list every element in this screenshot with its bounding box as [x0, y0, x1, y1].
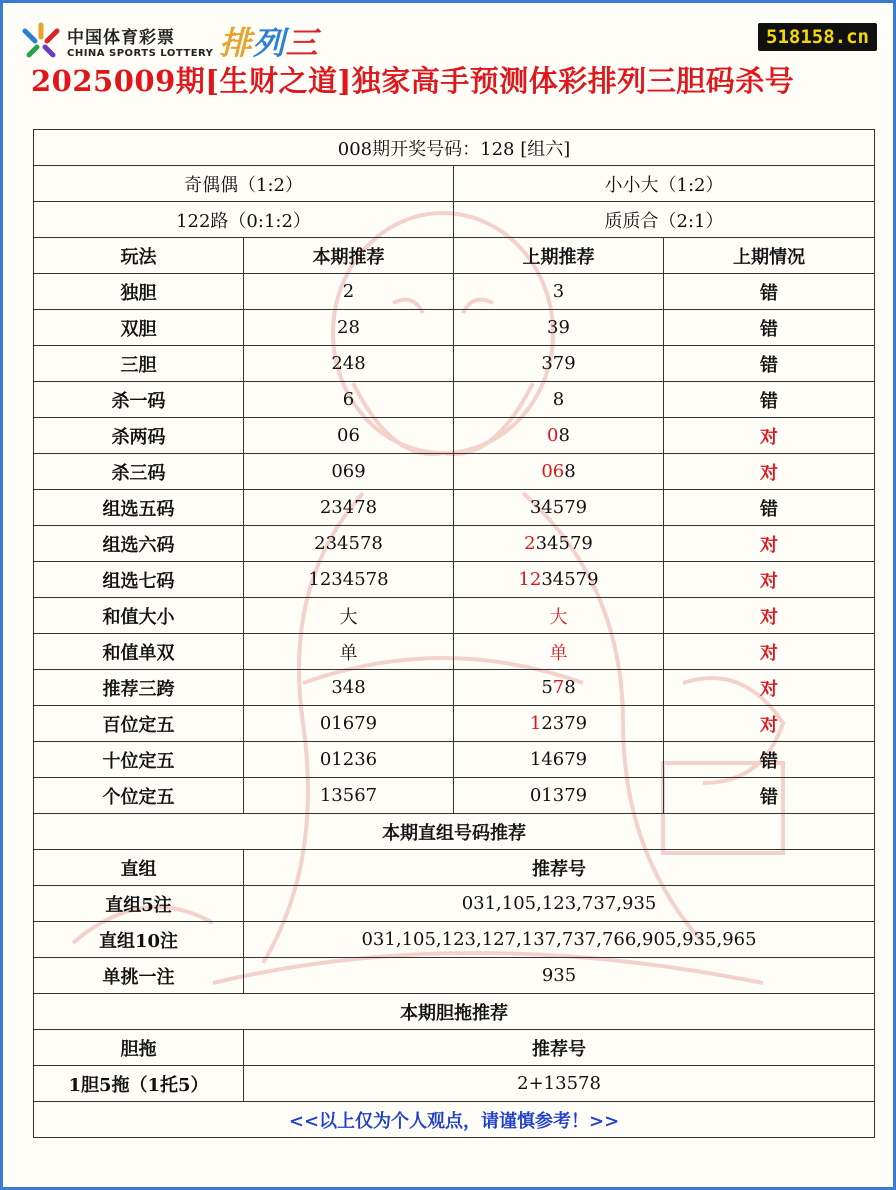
- current-pick: 2: [244, 274, 454, 310]
- direct-header-row: [34, 850, 875, 886]
- previous-pick: [454, 490, 664, 526]
- prev-hit-digits: 1: [529, 713, 542, 734]
- previous-status: 错: [664, 310, 875, 346]
- play-name: 和值单双: [34, 634, 244, 670]
- play-name: 杀三码: [34, 454, 244, 490]
- previous-pick: [454, 562, 664, 598]
- previous-status: 对: [664, 454, 875, 490]
- previous-pick: [454, 706, 664, 742]
- previous-pick: [454, 526, 664, 562]
- prediction-row: [34, 382, 875, 418]
- play-name: 组选七码: [34, 562, 244, 598]
- summary-row-2: [34, 202, 875, 238]
- dantuo-section-row: [34, 994, 875, 1030]
- previous-pick: [454, 778, 664, 814]
- prev-digit: 8: [564, 677, 576, 698]
- dantuo-col-label: 胆拖: [34, 1030, 244, 1066]
- prediction-row: [34, 346, 875, 382]
- summary-row-1: [34, 166, 875, 202]
- current-pick: 28: [244, 310, 454, 346]
- prediction-row: [34, 742, 875, 778]
- route-pattern: 122路（0:1:2）: [34, 202, 454, 238]
- play-name: 十位定五: [34, 742, 244, 778]
- current-pick: 01236: [244, 742, 454, 778]
- direct-row-value: 935: [244, 958, 875, 994]
- footer-note: <<以上仅为个人观点，请谨慎参考！>>: [34, 1102, 875, 1138]
- play-name: 杀一码: [34, 382, 244, 418]
- prev-hit-digits: 2: [524, 533, 536, 554]
- dantuo-row-label: 1胆5拖（1托5）: [34, 1066, 244, 1102]
- prediction-row: [34, 598, 875, 634]
- prev-digit: 5: [541, 677, 553, 698]
- current-pick: 6: [244, 382, 454, 418]
- prev-rest-digits: 8: [558, 425, 570, 446]
- prediction-row: [34, 310, 875, 346]
- direct-row: [34, 886, 875, 922]
- previous-pick: [454, 346, 664, 382]
- current-pick: 348: [244, 670, 454, 706]
- dantuo-col-value: 推荐号: [244, 1030, 875, 1066]
- prev-rest-digits: 2379: [541, 713, 588, 734]
- direct-col-value: 推荐号: [244, 850, 875, 886]
- previous-pick: [454, 382, 664, 418]
- logo-en-text: CHINA SPORTS LOTTERY: [67, 48, 214, 59]
- previous-status: 对: [664, 634, 875, 670]
- prediction-row: [34, 418, 875, 454]
- logo-cn-text: 中国体育彩票: [67, 28, 175, 48]
- current-pick: 23478: [244, 490, 454, 526]
- dantuo-row: [34, 1066, 875, 1102]
- previous-status: 错: [664, 346, 875, 382]
- prev-hit-digits: 0: [547, 425, 559, 446]
- direct-row: [34, 922, 875, 958]
- previous-pick: [454, 454, 664, 490]
- prev-rest-digits: 01379: [529, 785, 588, 806]
- play-name: 推荐三跨: [34, 670, 244, 706]
- dantuo-header-row: [34, 1030, 875, 1066]
- play-name: 组选六码: [34, 526, 244, 562]
- previous-pick: [454, 634, 664, 670]
- prediction-row: [34, 490, 875, 526]
- prediction-table: [33, 129, 875, 1138]
- col-header-current: 本期推荐: [244, 238, 454, 274]
- draw-result: 008期开奖号码：128 [组六]: [34, 130, 875, 166]
- prev-hit-digits: 单: [549, 642, 568, 664]
- previous-status: 错: [664, 490, 875, 526]
- direct-row-value: 031,105,123,737,935: [244, 886, 875, 922]
- draw-result-row: [34, 130, 875, 166]
- previous-pick: [454, 418, 664, 454]
- previous-pick: [454, 598, 664, 634]
- play-name: 和值大小: [34, 598, 244, 634]
- current-pick: 大: [244, 598, 454, 634]
- column-header-row: [34, 238, 875, 274]
- prev-rest-digits: 379: [541, 353, 576, 374]
- lottery-logo-icon: [21, 21, 61, 61]
- prediction-row: [34, 670, 875, 706]
- dantuo-section-title: 本期胆拖推荐: [34, 994, 875, 1030]
- col-header-play: 玩法: [34, 238, 244, 274]
- prev-rest-digits: 34579: [535, 533, 593, 554]
- prev-rest-digits: 14679: [529, 749, 588, 770]
- previous-status: 错: [664, 382, 875, 418]
- lottery-logo[interactable]: [21, 19, 318, 63]
- direct-row-label: 直组10注: [34, 922, 244, 958]
- prev-rest-digits: 8: [552, 389, 565, 410]
- prev-hit-digits: 06: [541, 461, 565, 482]
- current-pick: 13567: [244, 778, 454, 814]
- prediction-row: [34, 634, 875, 670]
- direct-row-label: 直组5注: [34, 886, 244, 922]
- current-pick: 069: [244, 454, 454, 490]
- direct-row-value: 031,105,123,127,137,737,766,905,935,965: [244, 922, 875, 958]
- direct-section-title: 本期直组号码推荐: [34, 814, 875, 850]
- prev-rest-digits: 8: [564, 461, 576, 482]
- header: [3, 3, 893, 103]
- prev-rest-digits: 39: [547, 317, 570, 338]
- current-pick: 248: [244, 346, 454, 382]
- col-header-status: 上期情况: [664, 238, 875, 274]
- previous-status: 错: [664, 778, 875, 814]
- odd-even: 奇偶偶（1:2）: [34, 166, 454, 202]
- play-name: 独胆: [34, 274, 244, 310]
- prediction-rows: [34, 274, 875, 814]
- direct-row-label: 单挑一注: [34, 958, 244, 994]
- play-name: 双胆: [34, 310, 244, 346]
- prev-hit-digits: 12: [518, 569, 542, 590]
- play-name: 三胆: [34, 346, 244, 382]
- direct-col-label: 直组: [34, 850, 244, 886]
- prediction-row: [34, 562, 875, 598]
- prev-rest-digits: 3: [552, 281, 565, 302]
- play-name: 个位定五: [34, 778, 244, 814]
- size-pattern: 小小大（1:2）: [454, 166, 875, 202]
- previous-status: 对: [664, 670, 875, 706]
- prev-hit-digits: 大: [549, 606, 568, 628]
- previous-pick: [454, 670, 664, 706]
- play-name: 百位定五: [34, 706, 244, 742]
- current-pick: 234578: [244, 526, 454, 562]
- prediction-row: [34, 274, 875, 310]
- previous-status: 对: [664, 418, 875, 454]
- current-pick: 01679: [244, 706, 454, 742]
- footer-row: [34, 1102, 875, 1138]
- previous-pick: [454, 274, 664, 310]
- prediction-row: [34, 526, 875, 562]
- previous-status: 错: [664, 742, 875, 778]
- page-title: 2025009期[生财之道]独家高手预测体彩排列三胆码杀号: [31, 64, 795, 98]
- prediction-row: [34, 454, 875, 490]
- previous-status: 对: [664, 598, 875, 634]
- previous-status: 对: [664, 562, 875, 598]
- previous-status: 对: [664, 706, 875, 742]
- previous-status: 错: [664, 274, 875, 310]
- site-badge[interactable]: 518158.cn: [758, 23, 877, 51]
- dantuo-row-value: 2+13578: [244, 1066, 875, 1102]
- previous-pick: [454, 742, 664, 778]
- prev-rest-digits: 34579: [529, 497, 588, 518]
- direct-section-row: [34, 814, 875, 850]
- prev-rest-digits: 34579: [541, 569, 599, 590]
- direct-row: [34, 958, 875, 994]
- play-name: 杀两码: [34, 418, 244, 454]
- prime-pattern: 质质合（2:1）: [454, 202, 875, 238]
- previous-status: 对: [664, 526, 875, 562]
- brand-text: 排列三: [219, 24, 319, 62]
- current-pick: 1234578: [244, 562, 454, 598]
- col-header-prev: 上期推荐: [454, 238, 664, 274]
- prev-hit-digit: 7: [552, 677, 565, 698]
- current-pick: 单: [244, 634, 454, 670]
- prediction-row: [34, 778, 875, 814]
- play-name: 组选五码: [34, 490, 244, 526]
- current-pick: 06: [244, 418, 454, 454]
- prediction-row: [34, 706, 875, 742]
- previous-pick: [454, 310, 664, 346]
